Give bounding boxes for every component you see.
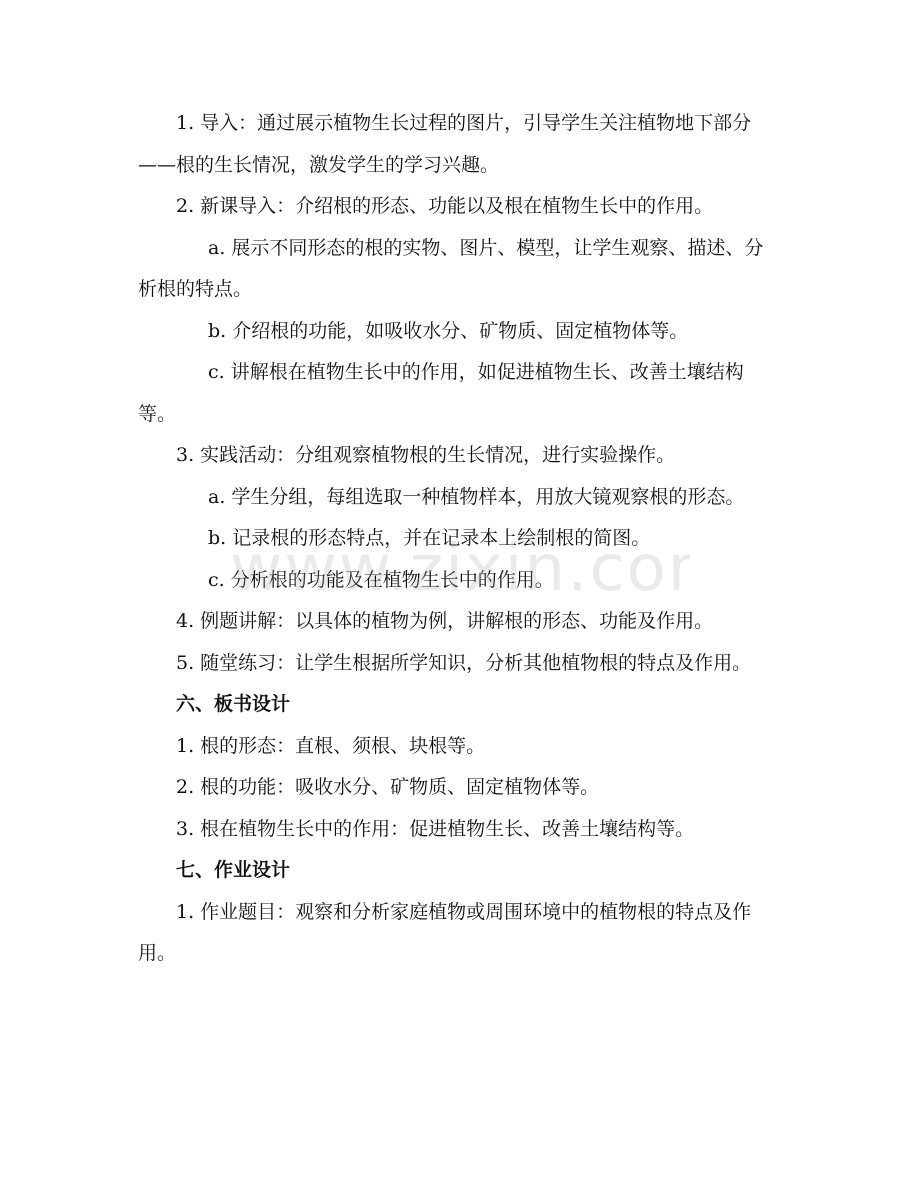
section-heading-board-design: 六、板书设计 xyxy=(176,693,291,715)
document-body xyxy=(138,103,780,975)
paragraph-sub-a-group-observe: a. 学生分组，每组选取一种植物样本，用放大镜观察根的形态。 xyxy=(208,485,745,508)
board-item-root-shape: 1. 根的形态：直根、须根、块根等。 xyxy=(176,734,486,757)
paragraph-sub-b-root-functions: b. 介绍根的功能，如吸收水分、矿物质、固定植物体等。 xyxy=(208,319,689,342)
paragraph-new-lesson: 2. 新课导入：介绍根的形态、功能以及根在植物生长中的作用。 xyxy=(176,195,714,217)
board-item-root-role: 3. 根在植物生长中的作用：促进植物生长、改善土壤结构等。 xyxy=(176,817,695,840)
paragraph-sub-c-analyze: c. 分析根的功能及在植物生长中的作用。 xyxy=(208,568,554,591)
svg-text:www.zixin.com.cn: www.zixin.co xyxy=(230,532,668,606)
paragraph-intro: 1. 导入：通过展示植物生长过程的图片，引导学生关注植物地下部分——根的生长情况，激发学生的学习兴趣。 xyxy=(138,112,752,176)
section-heading-homework-design: 七、作业设计 xyxy=(176,859,291,881)
paragraph-sub-c-root-role: c. 讲解根在植物生长中的作用，如促进植物生长、改善土壤结构等。 xyxy=(138,361,744,425)
paragraph-practice-activity: 3. 实践活动：分组观察植物根的生长情况，进行实验操作。 xyxy=(176,444,676,466)
paragraph-sub-a-show-roots: a. 展示不同形态的根的实物、图片、模型，让学生观察、描述、分析根的特点。 xyxy=(138,236,764,300)
homework-item-topic: 1. 作业题目：观察和分析家庭植物或周围环境中的植物根的特点及作用。 xyxy=(138,900,752,964)
paragraph-example-explain: 4. 例题讲解：以具体的植物为例，讲解根的形态、功能及作用。 xyxy=(176,610,714,632)
paragraph-class-practice: 5. 随堂练习：让学生根据所学知识，分析其他植物根的特点及作用。 xyxy=(176,651,752,674)
paragraph-sub-b-record-shape: b. 记录根的形态特点，并在记录本上绘制根的简图。 xyxy=(208,527,651,549)
board-item-root-function: 2. 根的功能：吸收水分、矿物质、固定植物体等。 xyxy=(176,776,600,798)
